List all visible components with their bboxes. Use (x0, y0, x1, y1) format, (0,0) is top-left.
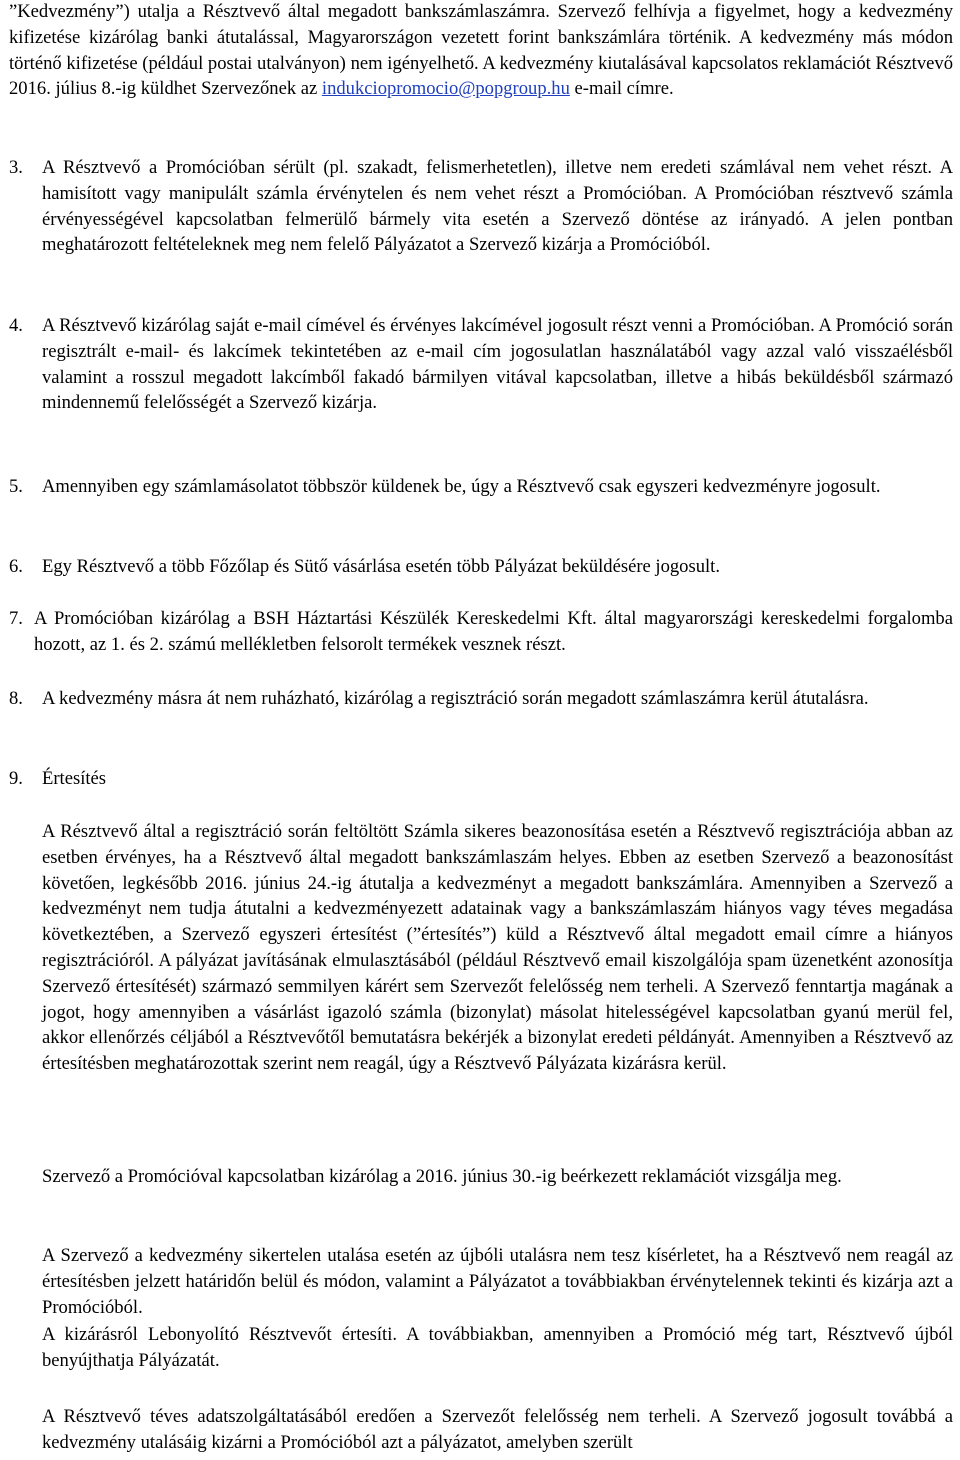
item-5-paragraph: Amennyiben egy számlamásolatot többször küldenek be, úgy a Résztvevő csak egyszeri kedvezményre jogosult. (42, 476, 881, 497)
item-number: 8. (9, 688, 23, 709)
notice-paragraph-3: A Szervező a kedvezmény sikertelen utalása esetén az újbóli utalásra nem tesz kísérletet, ha a Résztvevő nem reagál az értesítésben jelzett határidőn belül és módon, valamint a Pályázatot a továbbiakban érvénytelennek tekinti és kizárja azt a Promócióból. (42, 1245, 953, 1318)
item-8-paragraph: A kedvezmény másra át nem ruházható, kizárólag a regisztráció során megadott számlaszámra kerül átutalásra. (42, 688, 869, 709)
item-number: 9. (9, 768, 23, 789)
intro-text: ”Kedvezmény”) utalja a Résztvevő által megadott bankszámlaszámra. Szervező felhívja a figyelmet, hogy a kedvezmény kifizetése kizárólag banki átutalással, Magyarországon vezetett forint bankszámlára történik. A kedvezmény más módon történő kifizetése (például postai utalványon) nem igényelhető. A kedvezmény kiutalásával kapcsolatos reklamációt Résztvevő 2016. július 8.-ig küldhet Szervezőnek az (9, 1, 953, 100)
item-number: 5. (9, 476, 23, 497)
item-4-paragraph: A Résztvevő kizárólag saját e-mail címével és érvényes lakcímével jogosult részt venni a Promócióban. A Promóció során regisztrált e-mail- és lakcímek tekintetében az e-mail cím jogosulatlan használatából vagy azzal való visszaélésből valamint a rosszul megadott lakcímből fakadó bármilyen vitával kapcsolatban, illetve a hibás beküldésből származó mindennemű felelősségét a Szervező kizárja. (42, 315, 953, 414)
item-7-paragraph: A Promócióban kizárólag a BSH Háztartási Készülék Kereskedelmi Kft. által magyarországi kereskedelmi forgalomba hozott, az 1. és 2. számú mellékletben felsorolt termékek vesznek részt. (34, 608, 953, 655)
item-9-heading: Értesítés (42, 768, 107, 789)
item-number: 7. (9, 608, 23, 629)
intro-tail-text: e-mail címre. (569, 78, 674, 100)
item-number: 4. (9, 315, 23, 336)
notice-paragraph-5: A Résztvevő téves adatszolgáltatásából eredően a Szervezőt felelősség nem terheli. A Szervező jogosult továbbá a kedvezmény utalásáig kizárni a Promócióból azt a pályázatot, amelyben szerült (42, 1406, 953, 1453)
item-number: 6. (9, 556, 23, 577)
intro-paragraph (9, 0, 953, 102)
item-3-paragraph: A Résztvevő a Promócióban sérült (pl. szakadt, felismerhetetlen), illetve nem eredeti számlával nem vehet részt. A hamisított vagy manipulált számla érvénytelen és nem vehet részt a Promócióban. A Promócióban résztvevő számla érvényességével kapcsolatban felmerülő bármely vita esetén a Szervező döntése az irányadó. A jelen pontban meghatározott feltételeknek meg nem felelő Pályázatot a Szervező kizárja a Promócióból. (42, 157, 953, 256)
email-link[interactable]: indukciopromocio@popgroup.hu (321, 78, 570, 100)
item-number: 3. (9, 157, 23, 178)
notice-paragraph-2: Szervező a Promócióval kapcsolatban kizárólag a 2016. június 30.-ig beérkezett reklamációt vizsgálja meg. (42, 1166, 842, 1187)
notice-paragraph-4: A kizárásról Lebonyolító Résztvevőt értesíti. A továbbiakban, amennyiben a Promóció még tart, Résztvevő újból benyújthatja Pályázatát. (42, 1324, 953, 1371)
notice-paragraph-1: A Résztvevő által a regisztráció során feltöltött Számla sikeres beazonosítása esetén a Résztvevő regisztrációja abban az esetben érvényes, ha a Résztvevő által megadott bankszámlaszám helyes. Ebben az esetben Szervező a beazonosítást követően, legkésőbb 2016. június 24.-ig átutalja a kedvezményt a megadott bankszámlára. Amennyiben a Szervező a kedvezményt nem tudja átutalni a kedvezményezett adatainak vagy a bankszámlaszám hiányos vagy téves megadása következtében, a Szervező egyszeri értesítést (”értesítés”) küld a Résztvevő által megadott email címre a hiányos regisztrációról. A pályázat javításának elmulasztásából (például Résztvevő email kiszolgálója spam üzenetként azonosítja Szervező értesítését) származó semmilyen kárért sem Szervezőt felelősség nem terheli. A Szervező fenntartja magának a jogot, hogy amennyiben a vásárlást igazoló számla (bizonylat) másolat hitelességével kapcsolatban gyanú merül fel, akkor ellenőrzés céljából a Résztvevőtől bemutatásra bekérjék a bizonylat eredeti példányát. Amennyiben a Résztvevő az értesítésben meghatározottak szerint nem reagál, úgy a Résztvevő Pályázata kizárásra kerül. (42, 821, 953, 1075)
item-6-paragraph: Egy Résztvevő a több Főzőlap és Sütő vásárlása esetén több Pályázat beküldésére jogosult. (42, 556, 720, 577)
